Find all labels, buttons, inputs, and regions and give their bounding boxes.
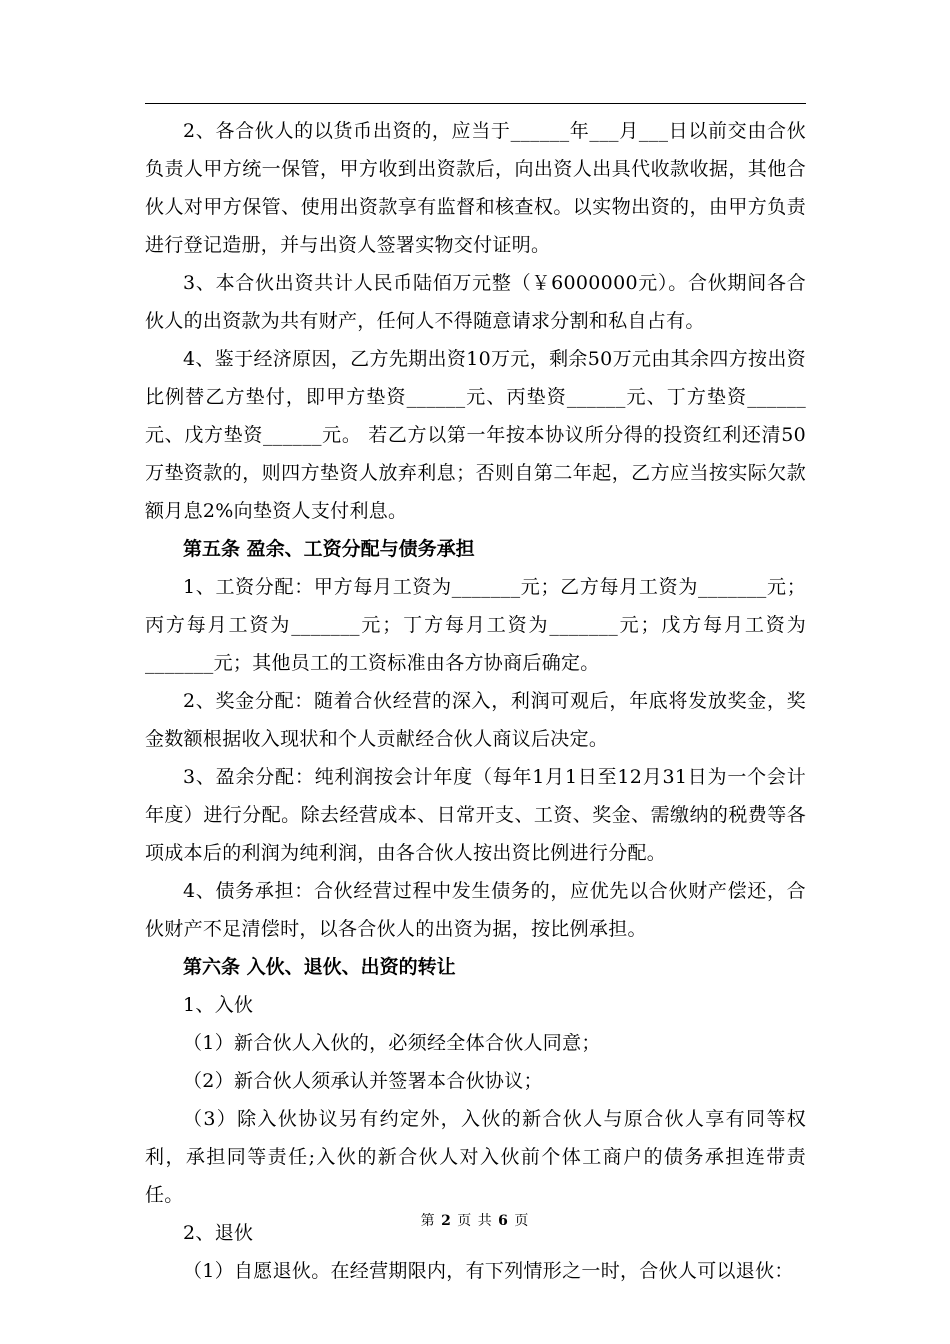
clause-6-item-1-sub-2: （2）新合伙人须承认并签署本合伙协议； [183,1070,543,1092]
header-rule [145,103,806,104]
clause-6-item-1-sub-3: （3）除入伙协议另有约定外，入伙的新合伙人与原合伙人享有同等权利，承担同等责任;入伙的新合伙人对入伙前个体工商户的债务承担连带责任。 [145,1108,806,1206]
article-5-heading: 第五条 盈余、工资分配与债务承担 [183,538,475,560]
clause-6-item-1: 1、入伙 [183,994,254,1016]
footer-middle: 页 共 [457,1213,493,1229]
clause-4-item-3: 3、本合伙出资共计人民币陆佰万元整（￥6000000元）。合伙期间各合伙人的出资款为共有财产，任何人不得随意请求分割和私自占有。 [145,272,806,332]
total-page-count: 6 [498,1213,509,1229]
page-footer [0,1211,950,1231]
clause-6-item-2-sub-1: （1）自愿退伙。在经营期限内，有下列情形之一时，合伙人可以退伙： [183,1260,794,1282]
current-page-number: 2 [441,1213,452,1229]
clause-5-item-2: 2、奖金分配：随着合伙经营的深入，利润可观后，年底将发放奖金，奖金数额根据收入现状和个人贡献经合伙人商议后决定。 [145,690,806,750]
clause-5-item-4: 4、债务承担：合伙经营过程中发生债务的，应优先以合伙财产偿还，合伙财产不足清偿时，以各合伙人的出资为据，按比例承担。 [145,880,806,940]
clause-4-item-4: 4、鉴于经济原因，乙方先期出资10万元，剩余50万元由其余四方按出资比例替乙方垫付，即甲方垫资______元、丙垫资______元、丁方垫资______元、戊方垫资______元。 若乙方以第一年按本协议所分得的投资红利还清50万垫资款的，则四方垫资人放弃利息；否则自第二年起，乙方应当按实际欠款额月息2%向垫资人支付利息。 [145,348,806,522]
clause-6-item-1-sub-1: （1）新合伙人入伙的，必须经全体合伙人同意； [183,1032,601,1054]
footer-suffix: 页 [514,1213,530,1229]
clause-6-item-2: 2、退伙 [183,1222,254,1244]
footer-prefix: 第 [420,1213,436,1229]
clause-5-item-1: 1、工资分配：甲方每月工资为_______元；乙方每月工资为_______元；丙方每月工资为_______元；丁方每月工资为_______元；戊方每月工资为_______元；其他员工的工资标准由各方协商后确定。 [145,576,806,674]
article-6-heading: 第六条 入伙、退伙、出资的转让 [183,956,456,978]
clause-4-item-2: 2、各合伙人的以货币出资的，应当于______年___月___日以前交由合伙负责人甲方统一保管，甲方收到出资款后，向出资人出具代收款收据，其他合伙人对甲方保管、使用出资款享有监督和核查权。以实物出资的，由甲方负责进行登记造册，并与出资人签署实物交付证明。 [145,120,806,256]
clause-5-item-3: 3、盈余分配：纯利润按会计年度（每年1月1日至12月31日为一个会计年度）进行分配。除去经营成本、日常开支、工资、奖金、需缴纳的税费等各项成本后的利润为纯利润，由各合伙人按出资比例进行分配。 [145,766,806,864]
document-body [145,112,806,1290]
